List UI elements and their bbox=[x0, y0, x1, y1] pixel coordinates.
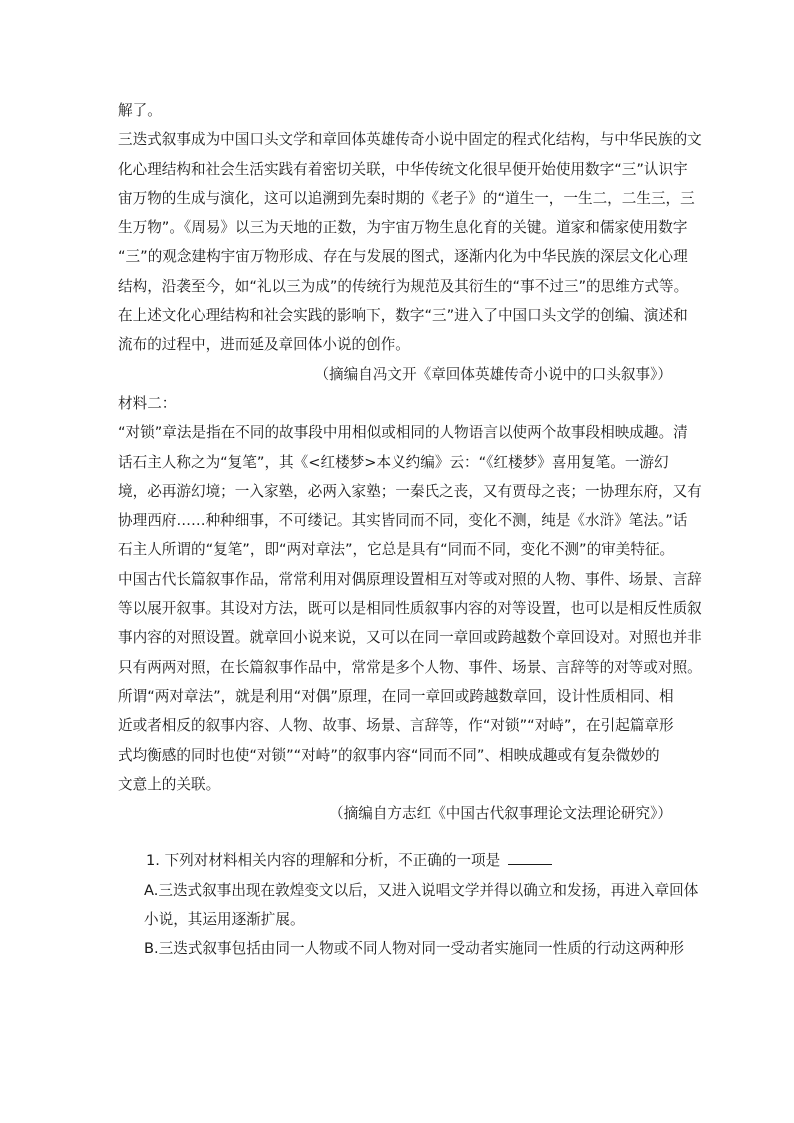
text-line: 只有两两对照，在长篇叙事作品中，常常是多个人物、事件、场景、言辞等的对等或对照。 bbox=[118, 658, 702, 676]
text-line: 式均衡感的同时也使“对锁”“对峙”的叙事内容“同而不同”、相映成趣或有复杂微妙的 bbox=[118, 746, 660, 764]
text-line: 结构，沿袭至今，如“礼以三为成”的传统行为规范及其衍生的“事不过三”的思维方式等。 bbox=[118, 277, 689, 295]
source-citation: （摘编自冯文开《章回体英雄传奇小说中的口头叙事》） bbox=[314, 365, 672, 383]
question-block bbox=[118, 846, 699, 963]
text-line: 等以展开叙事。其设对方法，既可以是相同性质叙事内容的对等设置，也可以是相反性质叙 bbox=[118, 600, 702, 618]
source-citation: （摘编自方志红《中国古代叙事理论文法理论研究》） bbox=[329, 805, 672, 823]
material-one bbox=[118, 96, 702, 360]
text-line: 中国古代长篇叙事作品，常常利用对偶原理设置相互对等或对照的人物、事件、场景、言辞 bbox=[118, 570, 702, 588]
text-line: 三迭式叙事成为中国口头文学和章回体英雄传奇小说中固定的程式化结构，与中华民族的文 bbox=[118, 131, 702, 149]
text-line: “三”的观念建构宇宙万物形成、存在与发展的图式，逐渐内化为中华民族的深层文化心理 bbox=[118, 248, 688, 266]
text-line: 流布的过程中，进而延及章回体小说的创作。 bbox=[118, 336, 410, 354]
option-line[interactable]: A.三迭式叙事出现在敦煌变文以后，又进入说唱文学并得以确立和发扬，再进入章回体 bbox=[144, 881, 699, 899]
text-line: 近或者相反的叙事内容、人物、故事、场景、言辞等，作“对锁”“对峙”，在引起篇章形 bbox=[118, 717, 674, 735]
option-line[interactable]: B.三迭式叙事包括由同一人物或不同人物对同一受动者实施同一性质的行动这两种形 bbox=[144, 940, 685, 958]
text-line: 事内容的对照设置。就章回小说来说，又可以在同一章回或跨越数个章回设对。对照也并非 bbox=[118, 629, 702, 647]
text-line: 境，必再游幻境；一入家塾，必两入家塾；一秦氏之丧，又有贾母之丧；一协理东府，又有 bbox=[118, 482, 702, 500]
text-line: 宙万物的生成与演化，这可以追溯到先秦时期的《老子》的“道生一，一生二，二生三，三 bbox=[118, 189, 695, 207]
text-line: 文意上的关联。 bbox=[118, 775, 221, 793]
document-page bbox=[118, 96, 702, 964]
text-line: 所谓“两对章法”，就是利用“对偶”原理，在同一章回或跨越数章回，设计性质相同、相 bbox=[118, 687, 674, 705]
option-line[interactable]: 小说，其运用逐渐扩展。 bbox=[144, 911, 305, 929]
question-text: 1. 下列对材料相关内容的理解和分析，不正确的一项是 bbox=[146, 852, 501, 870]
text-line: 话石主人称之为“复笔”，其《<红楼梦>本义约编》云：“《红楼梦》喜用复笔。一游幻 bbox=[118, 453, 669, 471]
answer-blank[interactable] bbox=[508, 850, 552, 865]
text-line: 化心理结构和社会生活实践有着密切关联，中华传统文化很早便开始使用数字“三”认识宇 bbox=[118, 160, 688, 178]
text-line: 解了。 bbox=[118, 102, 162, 119]
material-heading: 材料二： bbox=[118, 394, 177, 412]
text-line: 石主人所谓的“复笔”，即“两对章法”，它总是具有“同而不同，变化不测”的审美特征。 bbox=[118, 541, 675, 559]
text-line: 协理西府……种种细事，不可缕记。其实皆同而不同，变化不测，纯是《水浒》笔法。”话 bbox=[118, 512, 688, 530]
text-line: 在上述文化心理结构和社会实践的影响下，数字“三”进入了中国口头文学的创编、演述和 bbox=[118, 307, 688, 325]
text-line: “对锁”章法是指在不同的故事段中用相似或相同的人物语言以使两个故事段相映成趣。清 bbox=[118, 424, 688, 442]
question-stem bbox=[118, 846, 678, 875]
material-two bbox=[118, 418, 702, 799]
text-line: 生万物”。《周易》以三为天地的正数，为宇宙万物生息化育的关键。道家和儒家使用数字 bbox=[118, 219, 688, 237]
